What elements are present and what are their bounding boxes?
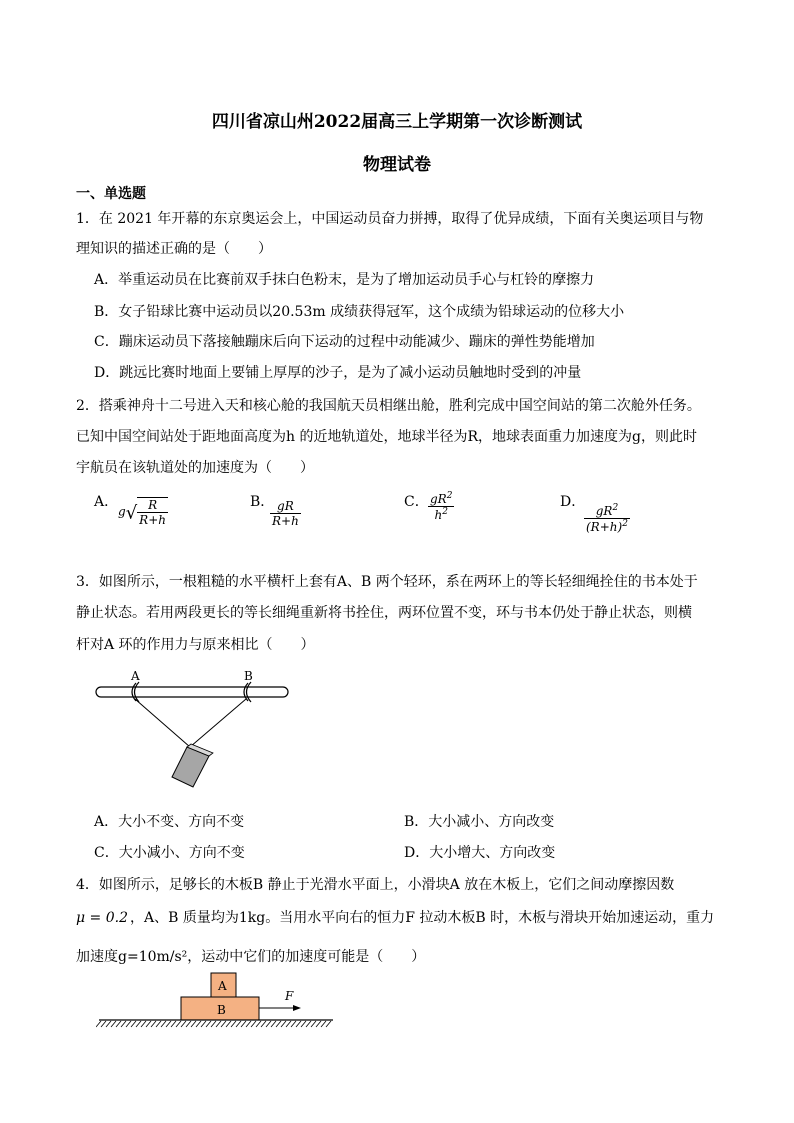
sqrt-icon: √ <box>125 502 138 524</box>
question-1-line-2: 理知识的描述正确的是（ ） <box>76 241 272 257</box>
question-3-option-d: D．大小增大、方向改变 <box>404 845 556 861</box>
question-2-option-c-label: C． <box>404 494 429 510</box>
formula-denominator: R+h <box>139 513 166 527</box>
document-title: 四川省凉山州2022届高三上学期第一次诊断测试 <box>211 112 583 132</box>
question-2-line-2: 已知中国空间站处于距地面高度为h 的近地轨道处，地球半径为R，地球表面重力加速度为g，则此时 <box>76 429 697 445</box>
ring-b-label: B <box>244 669 253 683</box>
formula-numerator: R <box>148 498 158 512</box>
formula-denominator-exponent: 2 <box>442 507 448 517</box>
question-1-option-a: A．举重运动员在比赛前双手抹白色粉末，是为了增加运动员手心与杠铃的摩擦力 <box>94 272 595 288</box>
formula-denominator-exponent: 2 <box>622 519 628 529</box>
section-heading: 一、单选题 <box>76 186 146 202</box>
question-2-option-d-label: D． <box>560 494 586 510</box>
question-2-option-d-formula <box>584 503 630 534</box>
question-4-line-2: ，A、B 质量均为1kg。当用水平向右的恒力F 拉动木板B 时，木板与滑块开始加速运动，重力 <box>130 910 715 926</box>
question-3-line-2: 静止状态。若用两段更长的等长细绳重新将书拴住，两环位置不变，环与书本仍处于静止状态，则横 <box>76 605 692 621</box>
formula-denominator: h <box>434 508 443 522</box>
ground-hatching <box>96 1021 331 1027</box>
horizontal-rod <box>96 687 288 697</box>
board-b-label: B <box>217 1003 226 1017</box>
question-1-option-c: C．蹦床运动员下落接触蹦床后向下运动的过程中动能减少、蹦床的弹性势能增加 <box>94 334 595 350</box>
question-3-option-a: A．大小不变、方向不变 <box>94 814 245 830</box>
friction-coefficient-expression: μ = 0.2 <box>76 910 128 926</box>
question-1-option-d: D．跳远比赛时地面上要铺上厚厚的沙子，是为了减小运动员触地时受到的冲量 <box>94 365 582 381</box>
formula-numerator: gR <box>277 499 294 513</box>
question-3-option-b: B．大小减小、方向改变 <box>404 814 555 830</box>
string-left <box>135 699 190 747</box>
question-2-option-a-formula <box>118 497 168 527</box>
question-2-option-b-formula <box>270 499 301 528</box>
formula-coefficient: g <box>118 504 126 519</box>
formula-denominator: R+h <box>272 514 299 528</box>
question-2-option-a-label: A． <box>94 494 119 510</box>
string-right <box>190 699 246 747</box>
ring-a-label: A <box>131 669 140 683</box>
question-2-option-c-formula <box>428 491 454 522</box>
question-4-line-1: 4．如图所示，足够长的木板B 静止于光滑水平面上，小滑块A 放在木板上，它们之间动摩擦因数 <box>76 877 675 893</box>
document-subtitle: 物理试卷 <box>363 155 431 175</box>
formula-numerator-exponent: 2 <box>446 491 453 501</box>
block-a-label: A <box>218 979 227 993</box>
formula-numerator: gR <box>430 492 447 506</box>
question-3-line-3: 杆对A 环的作用力与原来相比（ ） <box>76 637 315 653</box>
arrow-head-icon <box>293 1005 301 1011</box>
rings-book-figure <box>90 664 300 794</box>
question-1-line-1: 1．在 2021 年开幕的东京奥运会上，中国运动员奋力拼搏，取得了优异成绩，下面有关奥运项目与物 <box>76 211 704 227</box>
formula-denominator: (R+h) <box>586 520 623 534</box>
question-2-option-b-label: B． <box>250 494 275 510</box>
formula-numerator: gR <box>595 504 613 518</box>
force-label: F <box>285 989 294 1003</box>
question-4-line-3: 加速度g=10m/s²，运动中它们的加速度可能是（ ） <box>76 949 426 965</box>
question-2-line-1: 2．搭乘神舟十二号进入天和核心舱的我国航天员相继出舱，胜利完成中国空间站的第二次舱外任务。 <box>76 398 701 414</box>
question-1-option-b: B．女子铅球比赛中运动员以20.53m 成绩获得冠军，这个成绩为铅球运动的位移大小 <box>94 304 625 320</box>
question-2-line-3: 宇航员在该轨道处的加速度为（ ） <box>76 460 314 476</box>
question-3-line-1: 3．如图所示，一根粗糙的水平横杆上套有A、B 两个轻环，系在两环上的等长轻细绳拴住的书本处于 <box>76 574 698 590</box>
formula-numerator-exponent: 2 <box>612 503 619 513</box>
block-board-figure <box>96 970 346 1032</box>
question-3-option-c: C．大小减小、方向不变 <box>94 845 245 861</box>
